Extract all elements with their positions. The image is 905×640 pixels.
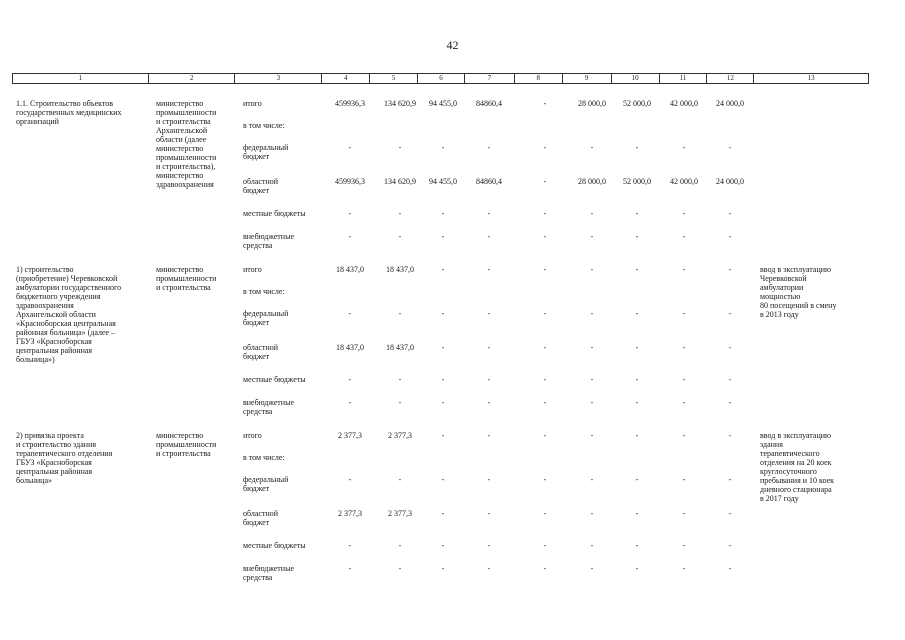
funding-value: 134 620,9 xyxy=(384,99,416,108)
funding-value: - xyxy=(441,309,445,318)
measure-name: 1) строительство (приобретение) Черевковской амбулатории государственного бюджетного учреждения здравоохранения Архангельской области «Красноборская центральная районная больница» (далее – ГБУЗ «Красноборская центральная районная больница») xyxy=(16,265,122,364)
funding-value: - xyxy=(682,375,686,384)
column-header-7: 7 xyxy=(465,74,515,83)
funding-value: - xyxy=(635,232,639,241)
column-header-2: 2 xyxy=(149,74,236,83)
funding-value: - xyxy=(590,541,594,550)
funding-value: 52 000,0 xyxy=(623,99,651,108)
funding-value: - xyxy=(487,541,491,550)
column-header-4: 4 xyxy=(322,74,370,83)
funding-value: - xyxy=(398,309,402,318)
funding-value: 84860,4 xyxy=(476,177,502,186)
funding-value: - xyxy=(441,431,445,440)
funding-value: - xyxy=(398,541,402,550)
funding-value: - xyxy=(441,564,445,573)
executor: министерство промышленности и строительства Архангельской области (далее министерство промышленности и строительства), министерство здравоохранения xyxy=(156,99,217,189)
funding-value: 2 377,3 xyxy=(338,431,362,440)
funding-source-label: в том числе: xyxy=(243,121,285,130)
funding-value: - xyxy=(635,343,639,352)
funding-value: - xyxy=(635,398,639,407)
funding-source-label: внебюджетные средства xyxy=(243,564,294,582)
funding-value: - xyxy=(543,309,547,318)
funding-value: - xyxy=(590,398,594,407)
funding-value: - xyxy=(728,431,732,440)
funding-value: - xyxy=(398,375,402,384)
funding-value: - xyxy=(348,398,352,407)
funding-value: - xyxy=(590,265,594,274)
funding-value: - xyxy=(635,309,639,318)
funding-value: - xyxy=(441,509,445,518)
column-header-12: 12 xyxy=(707,74,754,83)
funding-value: - xyxy=(398,475,402,484)
funding-source-label: в том числе: xyxy=(243,453,285,462)
funding-value: - xyxy=(348,309,352,318)
funding-value: 2 377,3 xyxy=(338,509,362,518)
funding-value: - xyxy=(635,475,639,484)
funding-value: - xyxy=(728,398,732,407)
funding-value: - xyxy=(441,541,445,550)
funding-value: 18 437,0 xyxy=(336,265,364,274)
funding-source-label: внебюджетные средства xyxy=(243,232,294,250)
funding-value: - xyxy=(543,232,547,241)
funding-value: - xyxy=(590,375,594,384)
funding-value: - xyxy=(441,209,445,218)
funding-value: - xyxy=(348,143,352,152)
funding-value: - xyxy=(487,398,491,407)
funding-value: 18 437,0 xyxy=(386,343,414,352)
funding-value: - xyxy=(590,309,594,318)
funding-value: - xyxy=(728,509,732,518)
funding-source-label: внебюджетные средства xyxy=(243,398,294,416)
funding-value: - xyxy=(441,143,445,152)
column-header-9: 9 xyxy=(563,74,612,83)
executor: министерство промышленности и строительства xyxy=(156,265,217,292)
funding-value: - xyxy=(487,343,491,352)
funding-value: - xyxy=(590,232,594,241)
funding-value: - xyxy=(635,265,639,274)
funding-value: - xyxy=(398,209,402,218)
executor: министерство промышленности и строительства xyxy=(156,431,217,458)
funding-value: - xyxy=(441,398,445,407)
funding-value: - xyxy=(590,475,594,484)
funding-value: 24 000,0 xyxy=(716,177,744,186)
funding-source-label: федеральный бюджет xyxy=(243,475,289,493)
funding-value: - xyxy=(398,564,402,573)
funding-value: 18 437,0 xyxy=(336,343,364,352)
funding-source-label: местные бюджеты xyxy=(243,209,306,218)
column-header-5: 5 xyxy=(370,74,418,83)
funding-value: - xyxy=(682,265,686,274)
funding-value: 2 377,3 xyxy=(388,509,412,518)
funding-source-label: областной бюджет xyxy=(243,177,279,195)
funding-value: - xyxy=(441,343,445,352)
funding-value: - xyxy=(682,343,686,352)
funding-value: - xyxy=(398,398,402,407)
funding-value: - xyxy=(682,509,686,518)
funding-source-label: областной бюджет xyxy=(243,509,279,527)
funding-value: - xyxy=(635,541,639,550)
funding-value: - xyxy=(682,232,686,241)
funding-value: - xyxy=(487,475,491,484)
funding-value: - xyxy=(487,232,491,241)
funding-source-label: в том числе: xyxy=(243,287,285,296)
funding-value: - xyxy=(398,232,402,241)
funding-value: - xyxy=(635,564,639,573)
funding-source-label: местные бюджеты xyxy=(243,375,306,384)
funding-value: - xyxy=(487,564,491,573)
funding-value: - xyxy=(487,265,491,274)
column-header-1: 1 xyxy=(13,74,149,83)
funding-source-label: итого xyxy=(243,431,262,440)
funding-value: 459936,3 xyxy=(335,99,365,108)
page-number: 42 xyxy=(446,38,459,52)
funding-value: - xyxy=(728,541,732,550)
funding-value: - xyxy=(590,209,594,218)
funding-source-label: итого xyxy=(243,265,262,274)
funding-source-label: федеральный бюджет xyxy=(243,143,289,161)
column-header-11: 11 xyxy=(660,74,708,83)
funding-value: 42 000,0 xyxy=(670,177,698,186)
funding-value: - xyxy=(348,564,352,573)
funding-value: - xyxy=(682,143,686,152)
funding-value: - xyxy=(635,431,639,440)
column-header-6: 6 xyxy=(418,74,465,83)
funding-value: - xyxy=(682,541,686,550)
funding-source-label: областной бюджет xyxy=(243,343,279,361)
funding-value: - xyxy=(635,209,639,218)
funding-value: - xyxy=(728,265,732,274)
funding-value: 459936,3 xyxy=(335,177,365,186)
funding-value: - xyxy=(348,375,352,384)
funding-value: - xyxy=(682,309,686,318)
funding-value: - xyxy=(441,232,445,241)
column-header-8: 8 xyxy=(515,74,563,83)
funding-value: - xyxy=(635,375,639,384)
funding-value: - xyxy=(348,541,352,550)
funding-value: - xyxy=(728,309,732,318)
column-header-13: 13 xyxy=(807,74,815,82)
expected-result: ввод в эксплуатацию Черевковской амбулатории мощностью 80 посещений в смену в 2013 году xyxy=(760,265,837,319)
funding-source-label: федеральный бюджет xyxy=(243,309,289,327)
funding-value: - xyxy=(487,209,491,218)
funding-value: 84860,4 xyxy=(476,99,502,108)
funding-value: - xyxy=(543,509,547,518)
funding-value: - xyxy=(441,265,445,274)
funding-value: 94 455,0 xyxy=(429,177,457,186)
expected-result: ввод в эксплуатацию здания терапевтического отделения на 20 коек круглосуточного пребывания и 10 коек дневного стационара в 2017 году xyxy=(760,431,835,503)
funding-value: - xyxy=(543,209,547,218)
funding-value: - xyxy=(487,431,491,440)
funding-value: - xyxy=(348,209,352,218)
funding-value: - xyxy=(487,375,491,384)
funding-value: 94 455,0 xyxy=(429,99,457,108)
funding-value: - xyxy=(728,375,732,384)
funding-value: - xyxy=(682,431,686,440)
funding-value: - xyxy=(728,232,732,241)
measure-name: 1.1. Строительство объектов государственных медицинских организаций xyxy=(16,99,122,126)
funding-value: - xyxy=(543,343,547,352)
funding-value: 42 000,0 xyxy=(670,99,698,108)
funding-value: - xyxy=(487,509,491,518)
funding-value: - xyxy=(441,375,445,384)
funding-value: - xyxy=(728,564,732,573)
funding-value: - xyxy=(682,475,686,484)
funding-value: - xyxy=(543,143,547,152)
funding-value: 52 000,0 xyxy=(623,177,651,186)
funding-value: - xyxy=(728,209,732,218)
funding-value: - xyxy=(682,398,686,407)
funding-value: - xyxy=(682,564,686,573)
funding-value: - xyxy=(398,143,402,152)
funding-value: - xyxy=(348,232,352,241)
funding-value: - xyxy=(348,475,352,484)
funding-value: - xyxy=(590,509,594,518)
funding-value: - xyxy=(590,564,594,573)
funding-source-label: местные бюджеты xyxy=(243,541,306,550)
funding-value: - xyxy=(728,343,732,352)
funding-value: - xyxy=(543,375,547,384)
funding-value: - xyxy=(590,143,594,152)
funding-value: - xyxy=(543,99,547,108)
funding-value: - xyxy=(487,143,491,152)
funding-value: - xyxy=(635,509,639,518)
funding-value: 2 377,3 xyxy=(388,431,412,440)
table-header-row xyxy=(12,73,869,84)
funding-value: - xyxy=(590,343,594,352)
funding-value: 28 000,0 xyxy=(578,177,606,186)
funding-value: 28 000,0 xyxy=(578,99,606,108)
column-header-3: 3 xyxy=(235,74,322,83)
measure-name: 2) привязка проекта и строительство здания терапевтического отделения ГБУЗ «Красноборская центральная районная больница» xyxy=(16,431,113,485)
funding-value: - xyxy=(728,143,732,152)
funding-value: - xyxy=(543,177,547,186)
funding-value: 18 437,0 xyxy=(386,265,414,274)
funding-value: - xyxy=(728,475,732,484)
funding-value: - xyxy=(635,143,639,152)
funding-value: 24 000,0 xyxy=(716,99,744,108)
funding-value: - xyxy=(441,475,445,484)
funding-value: - xyxy=(682,209,686,218)
funding-value: - xyxy=(590,431,594,440)
funding-value: - xyxy=(543,564,547,573)
funding-value: 134 620,9 xyxy=(384,177,416,186)
funding-value: - xyxy=(543,431,547,440)
funding-value: - xyxy=(543,398,547,407)
funding-value: - xyxy=(543,265,547,274)
funding-value: - xyxy=(487,309,491,318)
funding-value: - xyxy=(543,541,547,550)
funding-value: - xyxy=(543,475,547,484)
funding-source-label: итого xyxy=(243,99,262,108)
column-header-10: 10 xyxy=(612,74,660,83)
